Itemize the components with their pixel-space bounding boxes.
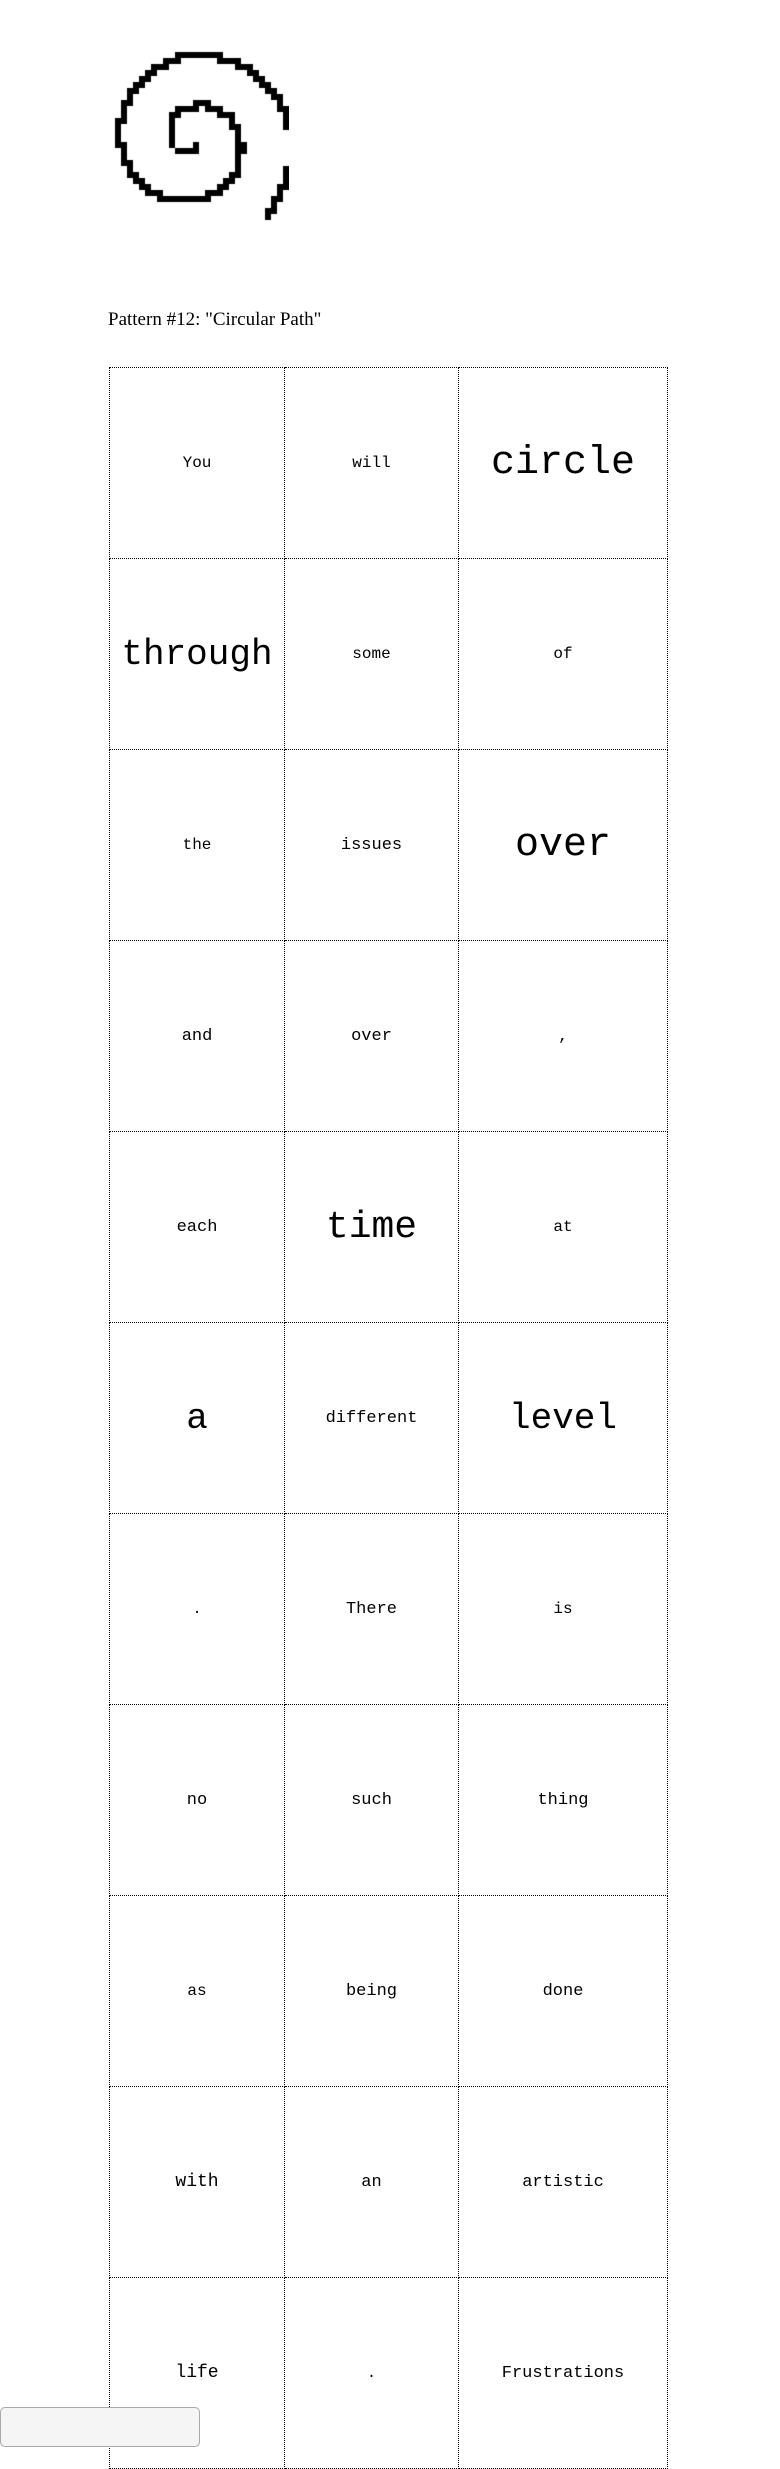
table-row: [110, 1896, 668, 2087]
word-cell: at: [459, 1132, 668, 1323]
word-cell: as: [110, 1896, 285, 2087]
word-cell: circle: [459, 368, 668, 559]
table-row: [110, 2087, 668, 2278]
word-cell: each: [110, 1132, 285, 1323]
table-row: [110, 368, 668, 559]
word-cell: an: [285, 2087, 459, 2278]
table-row: [110, 941, 668, 1132]
word-cell: the: [110, 750, 285, 941]
word-cell: will: [285, 368, 459, 559]
word-cell: over: [285, 941, 459, 1132]
word-cell: artistic: [459, 2087, 668, 2278]
table-row: [110, 1132, 668, 1323]
word-cell: You: [110, 368, 285, 559]
word-cell: time: [285, 1132, 459, 1323]
pattern-title: Pattern #12: "Circular Path": [108, 309, 322, 330]
table-row: [110, 1323, 668, 1514]
table-row: [110, 1514, 668, 1705]
word-cell: .: [110, 1514, 285, 1705]
word-cell: .: [285, 2278, 459, 2469]
word-cell: with: [110, 2087, 285, 2278]
word-cell: being: [285, 1896, 459, 2087]
word-cell: level: [459, 1323, 668, 1514]
word-cell: Frustrations: [459, 2278, 668, 2469]
word-cell: ,: [459, 941, 668, 1132]
table-row: [110, 559, 668, 750]
word-cell: done: [459, 1896, 668, 2087]
spiral-pixel-art-icon: [109, 46, 289, 221]
word-cell: such: [285, 1705, 459, 1896]
word-table-body: [110, 368, 668, 2469]
word-cell: and: [110, 941, 285, 1132]
word-cell: thing: [459, 1705, 668, 1896]
word-cell: some: [285, 559, 459, 750]
word-table: [109, 367, 668, 2469]
word-cell: through: [110, 559, 285, 750]
word-cell: life: [110, 2278, 285, 2469]
status-bubble: [0, 2407, 200, 2447]
table-row: [110, 1705, 668, 1896]
word-cell: a: [110, 1323, 285, 1514]
word-cell: of: [459, 559, 668, 750]
word-cell: different: [285, 1323, 459, 1514]
table-row: [110, 750, 668, 941]
word-cell: is: [459, 1514, 668, 1705]
word-cell: issues: [285, 750, 459, 941]
word-cell: over: [459, 750, 668, 941]
word-cell: no: [110, 1705, 285, 1896]
word-cell: There: [285, 1514, 459, 1705]
